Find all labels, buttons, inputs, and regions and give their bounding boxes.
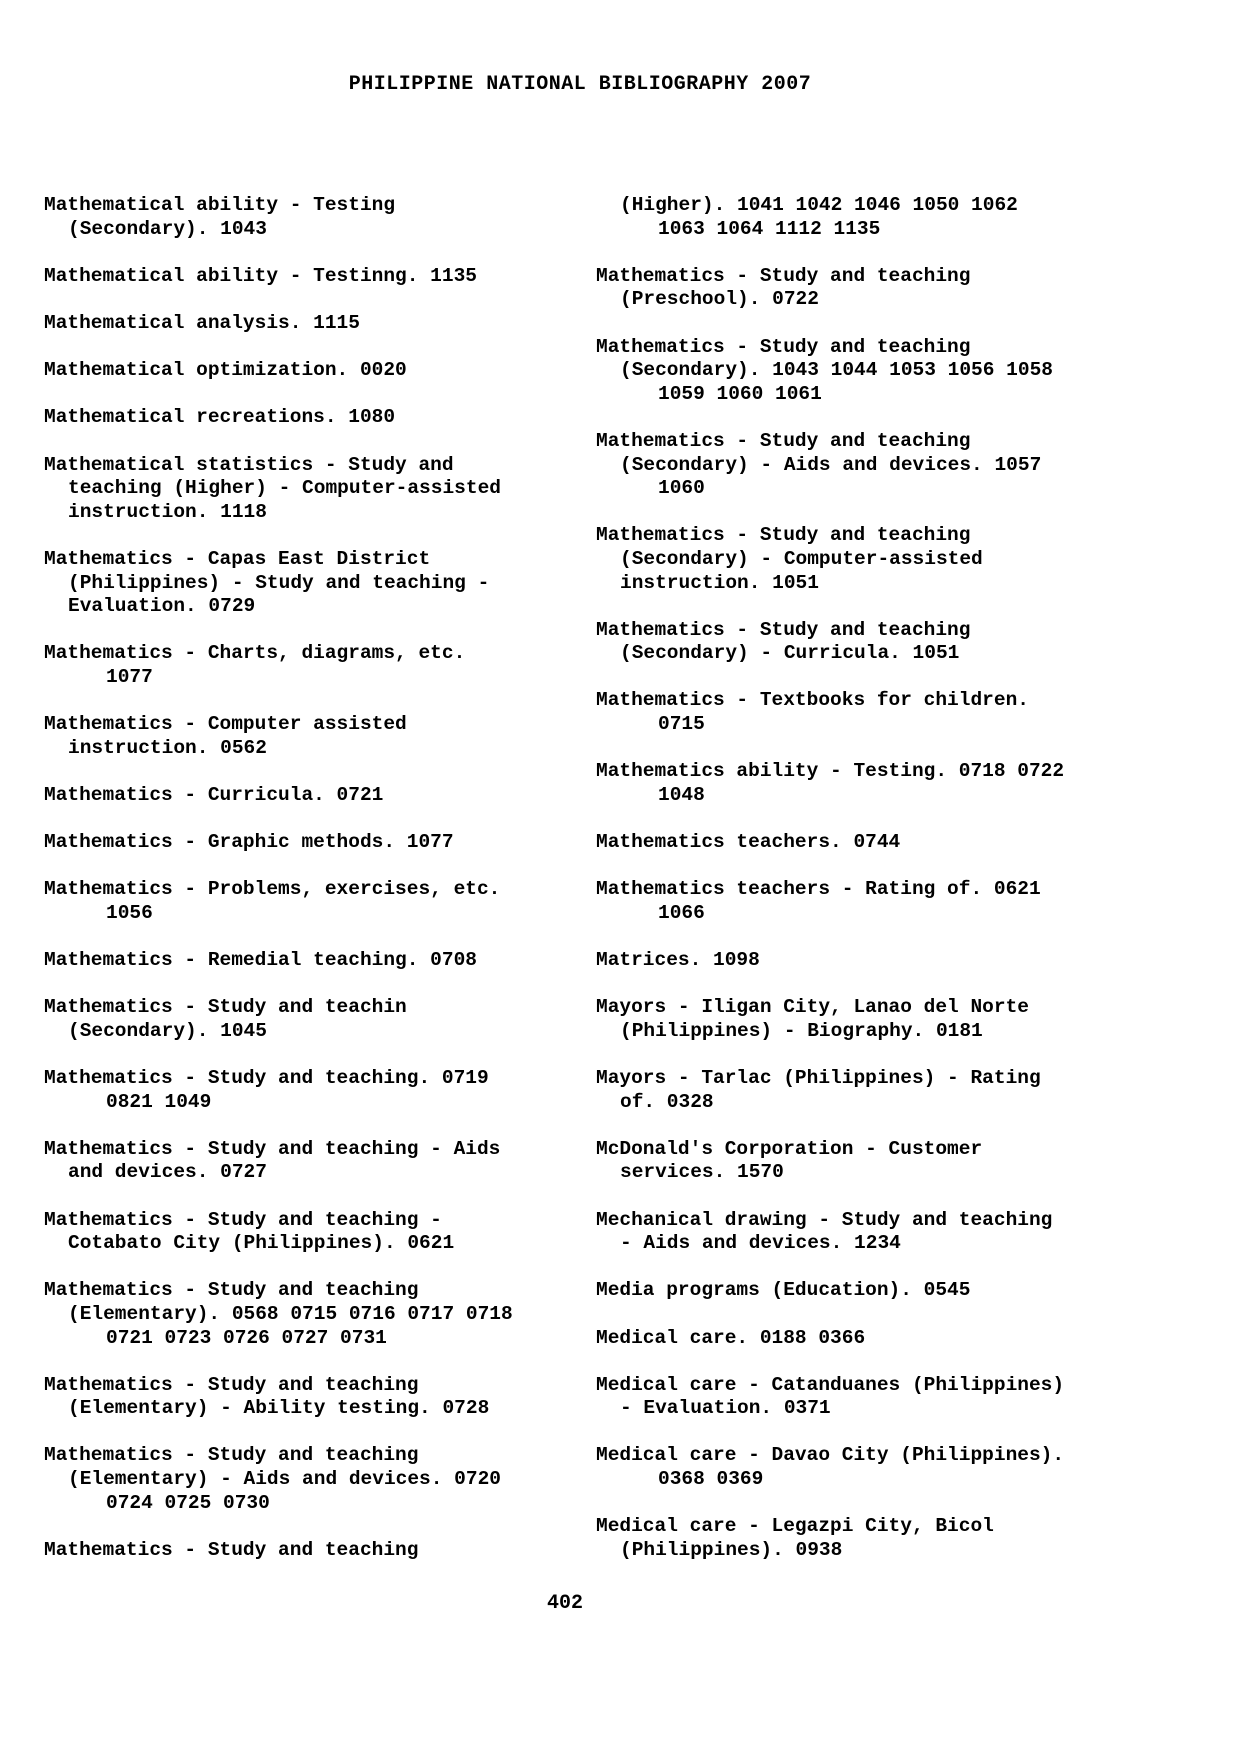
index-entry-line: 1059 1060 1061 <box>658 382 822 405</box>
index-entry <box>44 1539 604 1563</box>
index-entry-line: (Secondary) - Computer-assisted <box>620 547 983 570</box>
index-entry <box>44 831 604 855</box>
index-entry-line: Mathematics - Textbooks for children. <box>596 689 1029 712</box>
index-entry-line: (Philippines). 0938 <box>620 1538 843 1561</box>
index-entry <box>596 194 1156 241</box>
index-entry <box>596 619 1156 666</box>
index-entry-line: Mathematics - Computer assisted <box>44 713 407 736</box>
index-entry-line: 1048 <box>658 783 705 806</box>
index-entry <box>596 1374 1156 1421</box>
index-entry-line: Mathematics - Curricula. 0721 <box>44 783 384 806</box>
index-entry <box>44 194 604 241</box>
index-entry <box>44 642 604 689</box>
page-title: PHILIPPINE NATIONAL BIBLIOGRAPHY 2007 <box>348 73 812 96</box>
index-entry-line: Mayors - Iligan City, Lanao del Norte <box>596 996 1029 1019</box>
index-entry-line: instruction. 1051 <box>620 571 819 594</box>
index-entry <box>44 996 604 1043</box>
index-entry <box>596 265 1156 312</box>
left-column <box>44 194 604 1586</box>
index-entry <box>44 784 604 808</box>
index-entry-line: (Elementary). 0568 0715 0716 0717 0718 <box>68 1302 513 1325</box>
index-entry-line: - Aids and devices. 1234 <box>620 1232 901 1255</box>
index-entry-line: 0724 0725 0730 <box>106 1491 270 1514</box>
index-entry-line: and devices. 0727 <box>68 1161 267 1184</box>
index-entry-line: Mathematics - Study and teaching <box>44 1279 419 1302</box>
index-entry-line: Medical care - Davao City (Philippines). <box>596 1444 1065 1467</box>
index-entry-line: 0721 0723 0726 0727 0731 <box>106 1326 387 1349</box>
index-entry-line: Medical care - Catanduanes (Philippines) <box>596 1373 1065 1396</box>
index-entry-line: Cotabato City (Philippines). 0621 <box>68 1232 455 1255</box>
index-entry-line: services. 1570 <box>620 1161 784 1184</box>
index-entry <box>596 760 1156 807</box>
index-entry-line: Mathematics - Study and teaching <box>596 429 971 452</box>
index-entry <box>596 336 1156 407</box>
index-entry <box>44 1374 604 1421</box>
index-entry <box>44 454 604 525</box>
index-entry <box>44 878 604 925</box>
index-entry-line: (Higher). 1041 1042 1046 1050 1062 <box>620 194 1018 216</box>
index-entry-line: (Philippines) - Study and teaching - <box>68 571 490 594</box>
index-entry-line: Mathematical ability - Testing <box>44 194 396 216</box>
index-entry-line: Mathematics - Study and teaching <box>596 524 971 547</box>
index-entry <box>44 1444 604 1515</box>
index-entry-line: Media programs (Education). 0545 <box>596 1279 971 1302</box>
index-entry-line: Mathematics - Study and teaching <box>596 264 971 287</box>
index-entry <box>44 1067 604 1114</box>
index-entry-line: (Elementary) - Aids and devices. 0720 <box>68 1468 501 1491</box>
index-entry-line: (Secondary) - Curricula. 1051 <box>620 642 960 665</box>
index-entry-line: Mayors - Tarlac (Philippines) - Rating <box>596 1066 1041 1089</box>
index-entry <box>44 1279 604 1350</box>
index-entry-line: 1060 <box>658 477 705 500</box>
index-entry-line: - Evaluation. 0371 <box>620 1397 831 1420</box>
index-entry-line: Mathematics - Study and teachin <box>44 996 407 1019</box>
index-entry <box>596 1515 1156 1562</box>
index-entry <box>596 524 1156 595</box>
index-entry-line: Mathematics teachers - Rating of. 0621 <box>596 878 1041 901</box>
index-entry <box>44 713 604 760</box>
index-entry <box>596 1327 1156 1351</box>
index-entry-line: (Secondary). 1043 <box>68 217 267 240</box>
index-entry <box>596 1444 1156 1491</box>
index-entry <box>596 831 1156 855</box>
index-entry <box>44 359 604 383</box>
index-entry-line: Mathematics - Remedial teaching. 0708 <box>44 949 477 971</box>
index-entry-line: (Secondary) - Aids and devices. 1057 <box>620 453 1042 476</box>
index-entry <box>596 430 1156 501</box>
index-entry-line: Mathematics - Charts, diagrams, etc. <box>44 642 466 665</box>
index-entry <box>596 689 1156 736</box>
index-entry-line: Mathematics - Study and teaching <box>596 335 971 358</box>
index-entry <box>596 949 1156 973</box>
index-entry-line: McDonald's Corporation - Customer <box>596 1137 983 1160</box>
index-entry-line: Mathematical recreations. 1080 <box>44 406 396 429</box>
index-entry <box>596 1138 1156 1185</box>
index-entry <box>44 1209 604 1256</box>
right-column <box>596 194 1156 1586</box>
index-entry-line: 1056 <box>106 901 153 924</box>
index-entry-line: Mathematics teachers. 0744 <box>596 831 901 854</box>
index-entry-line: Mathematical optimization. 0020 <box>44 359 407 382</box>
index-entry-line: (Philippines) - Biography. 0181 <box>620 1019 983 1042</box>
index-entry-line: Mathematics - Study and teaching <box>44 1373 419 1396</box>
index-entry-line: Mechanical drawing - Study and teaching <box>596 1208 1053 1231</box>
index-entry-line: teaching (Higher) - Computer-assisted <box>68 477 501 500</box>
index-entry <box>44 1138 604 1185</box>
index-entry-line: Mathematics - Study and teaching <box>596 618 971 641</box>
index-entry-line: (Preschool). 0722 <box>620 288 819 311</box>
index-entry-line: instruction. 0562 <box>68 736 267 759</box>
index-entry-line: 1066 <box>658 901 705 924</box>
index-entry-line: Matrices. 1098 <box>596 949 760 971</box>
index-entry-line: Mathematics - Study and teaching - <box>44 1208 442 1231</box>
index-entry-line: instruction. 1118 <box>68 500 267 523</box>
index-entry-line: Mathematics - Graphic methods. 1077 <box>44 831 454 854</box>
index-entry-line: Mathematics - Problems, exercises, etc. <box>44 878 501 901</box>
index-entry-line: Mathematics - Study and teaching <box>44 1444 419 1467</box>
index-entry-line: Medical care - Legazpi City, Bicol <box>596 1515 994 1538</box>
index-entry <box>44 312 604 336</box>
index-entry <box>44 949 604 973</box>
index-entry-line: Mathematical statistics - Study and <box>44 453 454 476</box>
index-entry-line: 0821 1049 <box>106 1090 212 1113</box>
index-entry-line: 0368 0369 <box>658 1468 764 1491</box>
index-entry-line: Medical care. 0188 0366 <box>596 1326 866 1349</box>
index-entry <box>596 878 1156 925</box>
index-entry-line: Mathematical analysis. 1115 <box>44 311 360 334</box>
index-entry-line: (Elementary) - Ability testing. 0728 <box>68 1397 490 1420</box>
index-entry <box>44 265 604 289</box>
index-entry-line: Mathematics - Study and teaching. 0719 <box>44 1066 489 1089</box>
index-entry <box>596 996 1156 1043</box>
index-entry-line: (Secondary). 1045 <box>68 1019 267 1042</box>
index-entry-line: (Secondary). 1043 1044 1053 1056 1058 <box>620 359 1053 382</box>
page-number: 402 <box>546 1592 583 1615</box>
index-entry-line: 0715 <box>658 713 705 736</box>
index-entry <box>596 1209 1156 1256</box>
index-entry-line: Evaluation. 0729 <box>68 595 256 618</box>
index-entry-line: Mathematical ability - Testinng. 1135 <box>44 264 477 287</box>
index-entry-line: of. 0328 <box>620 1090 714 1113</box>
index-entry-line: Mathematics ability - Testing. 0718 0722 <box>596 760 1065 783</box>
index-entry-line: Mathematics - Study and teaching - Aids <box>44 1137 501 1160</box>
index-entry-line: 1077 <box>106 665 153 688</box>
index-entry-line: Mathematics - Capas East District <box>44 547 431 570</box>
index-entry <box>44 548 604 619</box>
index-entry-line: 1063 1064 1112 1135 <box>658 217 881 240</box>
index-entry <box>44 406 604 430</box>
index-entry <box>596 1279 1156 1303</box>
index-entry <box>596 1067 1156 1114</box>
index-entry-line: Mathematics - Study and teaching <box>44 1538 419 1561</box>
